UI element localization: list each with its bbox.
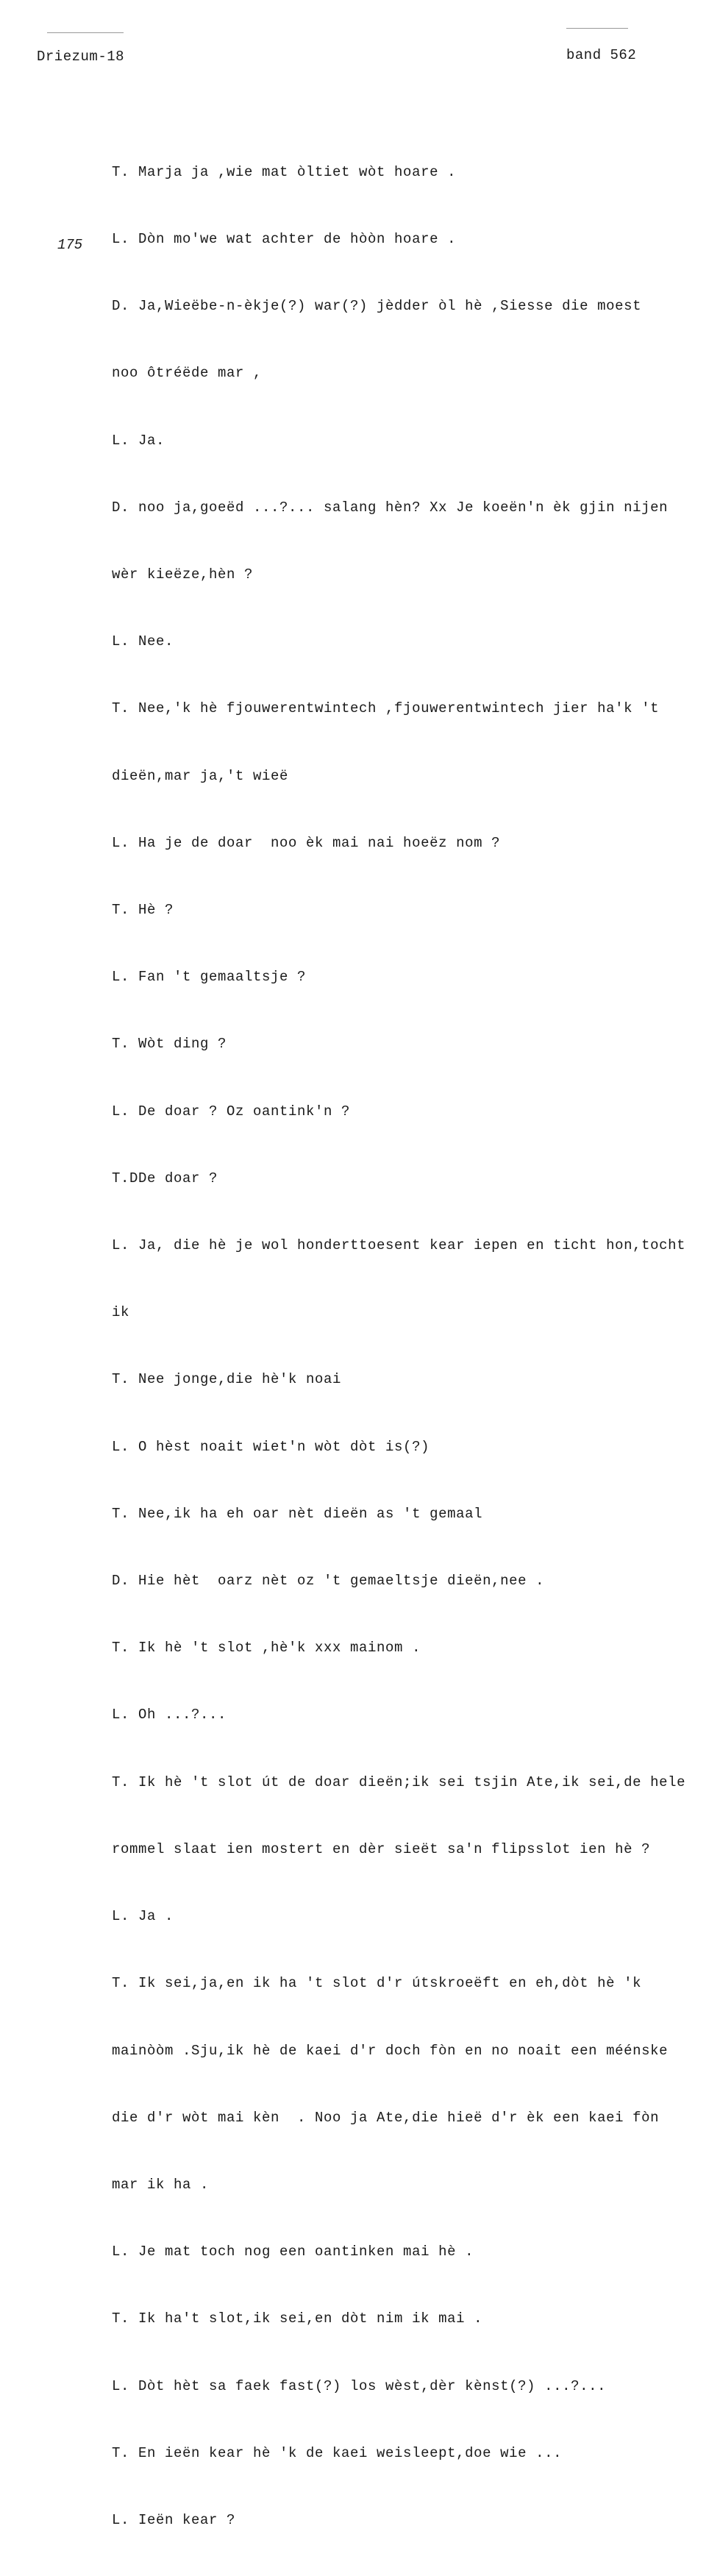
transcript-line: mainòòm .Sju,ik hè de kaei d'r doch fòn en no noait een méénske — [112, 2042, 669, 2059]
transcript-line: L. Ja, die hè je wol honderttoesent kear iepen en ticht hon,tocht — [112, 1237, 686, 1254]
transcript-line: T. Marja ja ,wie mat òltiet wòt hoare . — [112, 163, 457, 180]
document-id: Driezum-18 — [37, 49, 125, 65]
transcript-line: D. Ja,Wieëbe-n-èkje(?) war(?) jèdder òl hè ,Siesse die moest — [112, 298, 642, 315]
transcript-line: T. Nee jonge,die hè'k noai — [112, 1371, 342, 1388]
transcript-line: L. Ieën kear ? — [112, 2511, 236, 2528]
transcript-line: wèr kieëze,hèn ? — [112, 566, 254, 583]
transcript-line: mar ik ha . — [112, 2176, 210, 2193]
transcript-line: T. Nee,ik ha eh oar nèt dieën as 't gemaal — [112, 1505, 483, 1522]
transcript-line: L. Ja . — [112, 1908, 174, 1925]
transcript-line: T. Ik ha't slot,ik sei,en dòt nim ik mai . — [112, 2310, 483, 2327]
transcript-line: L. Ha je de doar noo èk mai nai hoeëz nom ? — [112, 834, 501, 851]
transcript-line: D. noo ja,goeëd ...?... salang hèn? Xx Je koeën'n èk gjin nijen — [112, 499, 669, 516]
transcript-line: L. Oh ...?... — [112, 1707, 227, 1723]
transcript-line: noo ôtréëde mar , — [112, 365, 263, 382]
transcript-line: T. Nee,'k hè fjouwerentwintech ,fjouwerentwintech jier ha'k 't — [112, 700, 660, 717]
transcript-line: L. Je mat toch nog een oantinken mai hè . — [112, 2244, 474, 2260]
transcript-line: T. Ik sei,ja,en ik ha 't slot d'r útskroeëft en eh,dòt hè 'k — [112, 1975, 642, 1992]
margin-counter-note: 175 — [57, 237, 83, 253]
transcript-line: T. Ik hè 't slot ,hè'k xxx mainom . — [112, 1640, 421, 1657]
transcript-line: ik — [112, 1304, 130, 1321]
transcript-line: L. Nee. — [112, 633, 174, 650]
transcript-body — [112, 116, 707, 2576]
transcript-line: L. Dòn mo'we wat achter de hòòn hoare . — [112, 231, 457, 248]
transcript-line: rommel slaat ien mostert en dèr sieët sa'n flipsslot ien hè ? — [112, 1840, 651, 1857]
scan-mark — [566, 28, 628, 29]
transcript-line: D. Hie hèt oarz nèt oz 't gemaeltsje dieën,nee . — [112, 1573, 545, 1590]
transcript-line: T.DDe doar ? — [112, 1170, 218, 1186]
transcript-line: L. De doar ? Oz oantink'n ? — [112, 1103, 351, 1120]
transcript-line: T. Ik hè 't slot út de doar dieën;ik sei tsjin Ate,ik sei,de hele — [112, 1773, 686, 1790]
transcript-line: die d'r wòt mai kèn . Noo ja Ate,die hieë d'r èk een kaei fòn — [112, 2109, 660, 2126]
transcript-line: L. O hèst noait wiet'n wòt dòt is(?) — [112, 1438, 430, 1455]
scan-mark — [47, 32, 124, 33]
transcript-line: dieën,mar ja,'t wieë — [112, 767, 289, 784]
transcript-line: L. Dòt hèt sa faek fast(?) los wèst,dèr kènst(?) ...?... — [112, 2377, 607, 2394]
transcript-line: L. Ja. — [112, 432, 165, 449]
tape-number: band 562 — [566, 47, 637, 63]
transcript-line: L. Fan 't gemaaltsje ? — [112, 969, 307, 986]
transcript-line: T. Wòt ding ? — [112, 1036, 227, 1053]
transcript-line: T. Hè ? — [112, 902, 174, 919]
transcript-line: T. En ieën kear hè 'k de kaei weisleept,doe wie ... — [112, 2444, 563, 2461]
